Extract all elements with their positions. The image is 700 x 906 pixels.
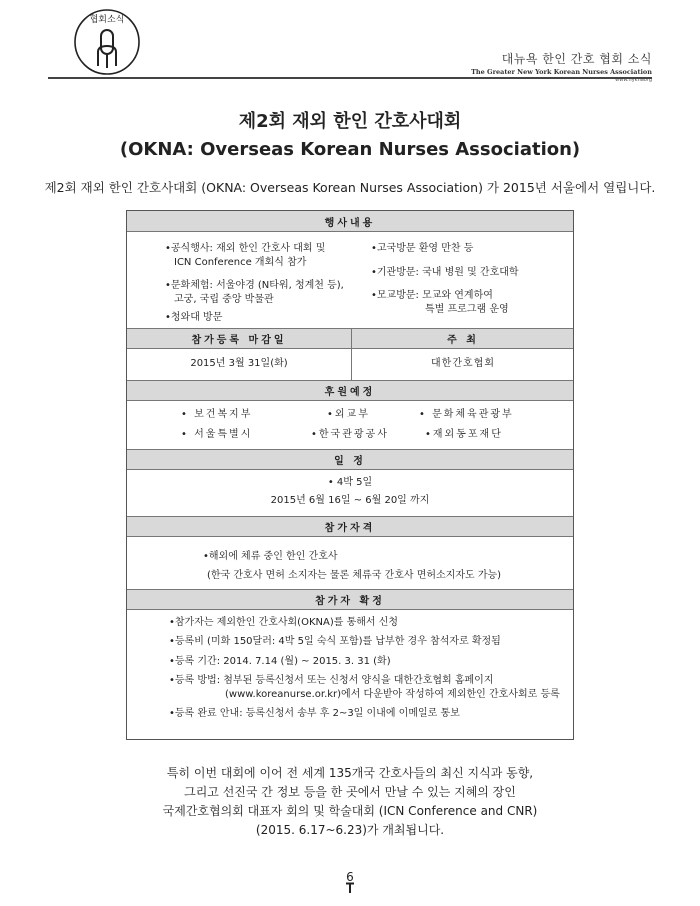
deadline-value: 2015년 3월 31일(화): [190, 358, 288, 369]
events-right-4: 특별 프로그램 운영: [425, 304, 509, 315]
sponsor-3: • 문화체육관광부: [419, 409, 514, 420]
newsletter-name-en: The Greater New York Korean Nurses Association: [471, 68, 652, 76]
confirmation-line-2: •등록비 (미화 150달러: 4박 5일 숙식 포함)를 납부한 경우 참석자로 확정됨: [169, 636, 501, 647]
article-title: [0, 107, 700, 160]
column-divider: [351, 328, 352, 380]
logo-text: 협회소식: [89, 15, 125, 25]
closing-line-2: 그리고 선진국 간 정보 등을 한 곳에서 만날 수 있는 지혜의 장인: [184, 785, 516, 799]
pin-icon: [344, 882, 356, 894]
schedule-heading: 일 정: [127, 449, 573, 470]
events-left-5: •청와대 방문: [165, 312, 223, 323]
host-heading: 주 최: [447, 335, 479, 346]
sponsor-5: •한국관광공사: [311, 429, 389, 440]
events-left-3: •문화체험: 서울야경 (N타워, 청계천 등),: [165, 280, 344, 291]
title-line-1: 제2회 재외 한인 간호사대회: [238, 111, 462, 132]
intro-text: 제2회 재외 한인 간호사대회 (OKNA: Overseas Korean Nurses Association) 가 2015년 서울에서 열립니다.: [44, 180, 656, 195]
closing-line-4: (2015. 6.17~6.23)가 개최됩니다.: [255, 823, 445, 837]
deadline-heading: 참가등록 마감일: [191, 335, 287, 346]
eligibility-heading: 참가자격: [127, 516, 573, 537]
confirmation-line-1: •참가자는 제외한인 간호사회(OKNA)를 통해서 신청: [169, 617, 399, 628]
sponsor-1: • 보건복지부: [181, 409, 253, 420]
newsletter-name: 대뉴욕 한인 간호 협회 소식: [501, 52, 652, 66]
newsletter-url: www.nyknaorg: [615, 77, 652, 83]
events-left-4: 고궁, 국립 중앙 박물관: [174, 294, 274, 305]
confirmation-line-5: (www.koreanurse.or.kr)에서 다운받아 작성하여 제외한인 간호사회로 등록: [225, 689, 560, 700]
sponsor-4: • 서울특별시: [181, 429, 253, 440]
association-logo: [72, 6, 142, 76]
closing-line-1: 특히 이번 대회에 이어 전 세계 135개국 간호사들의 최신 지식과 동향,: [166, 766, 534, 780]
schedule-duration: • 4박 5일: [327, 477, 373, 488]
sponsor-6: •재외동포재단: [425, 429, 503, 440]
eligibility-line-1: •해외에 체류 중인 한인 간호사: [203, 551, 338, 562]
page-number: 6: [346, 870, 354, 884]
confirmation-line-4: •등록 방법: 첨부된 등록신청서 또는 신청서 양식을 대한간호협회 홈페이지: [169, 675, 494, 686]
sponsor-2: •외교부: [327, 409, 370, 420]
confirmation-heading: 참가자 확정: [127, 589, 573, 610]
confirmation-line-6: •등록 완료 안내: 등록신청서 송부 후 2~3일 이내에 이메일로 통보: [169, 708, 460, 719]
events-left-2: ICN Conference 개회식 참가: [174, 257, 307, 268]
host-value: 대한간호협회: [431, 358, 495, 369]
event-info-table: [126, 210, 574, 740]
events-left-1: •공식행사: 재외 한인 간호사 대회 및: [165, 243, 326, 254]
eligibility-line-2: (한국 간호사 면허 소지자는 물론 체류국 간호사 면허소지자도 가능): [207, 570, 502, 581]
header-divider: [48, 77, 652, 79]
sponsors-heading: 후원예정: [127, 380, 573, 401]
events-right-3: •모교방문: 모교와 연계하여: [371, 290, 493, 301]
closing-line-3: 국제간호협의회 대표자 회의 및 학술대회 (ICN Conference and CNR): [162, 804, 538, 818]
confirmation-line-3: •등록 기간: 2014. 7.14 (월) ~ 2015. 3. 31 (화): [169, 656, 391, 667]
events-right-1: •고국방문 환영 만찬 등: [371, 243, 474, 254]
events-right-2: •기관방문: 국내 병원 및 간호대학: [371, 267, 519, 278]
title-line-2: (OKNA: Overseas Korean Nurses Association): [119, 139, 581, 160]
events-heading: 행사내용: [127, 211, 573, 232]
schedule-dates: 2015년 6월 16일 ~ 6월 20일 까지: [270, 495, 430, 506]
